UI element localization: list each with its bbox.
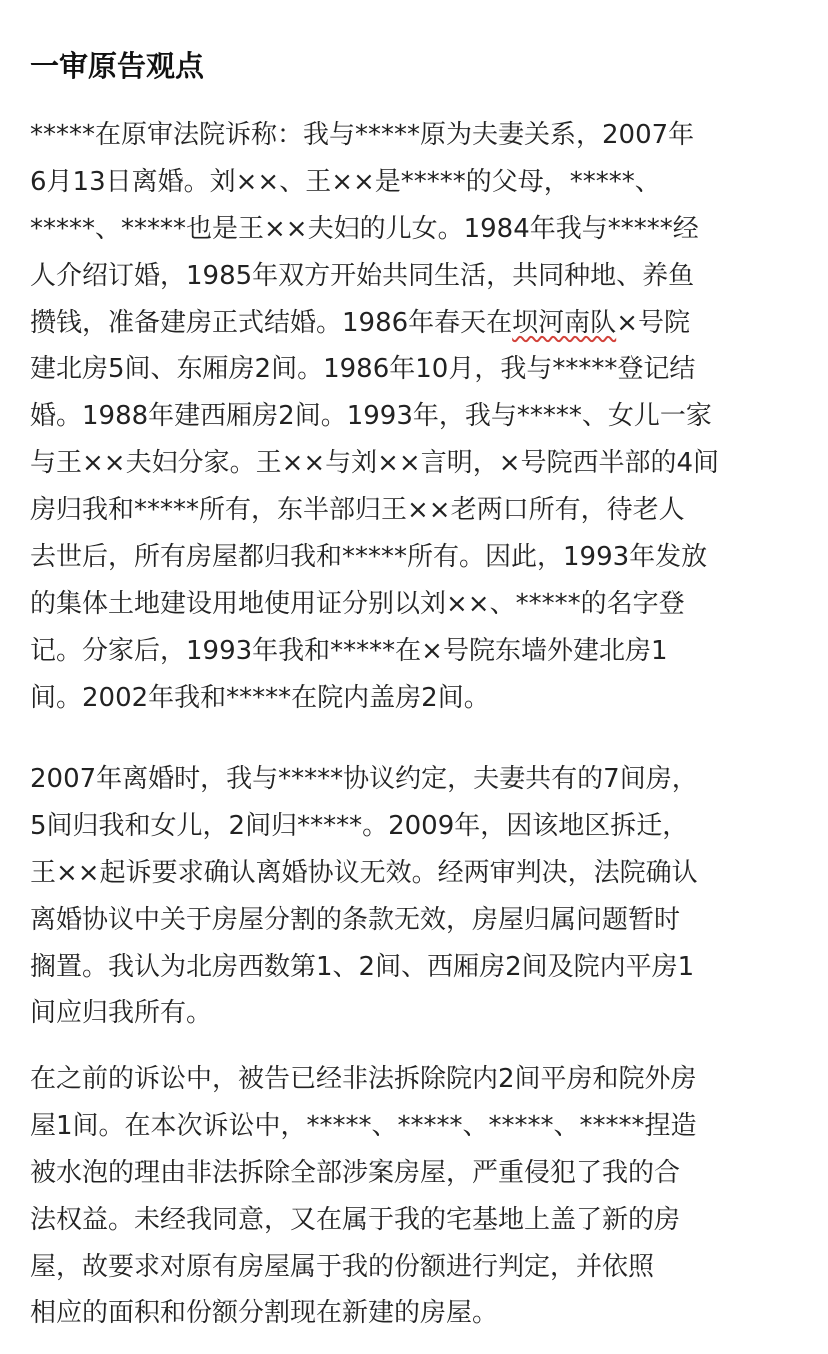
paragraph-line-with-underline [30,300,810,347]
line-text: ×号院 [616,307,690,338]
paragraph-line: 在之前的诉讼中，被告已经非法拆除院内2间平房和院外房 [30,1064,697,1094]
paragraph-line: 王××起诉要求确认离婚协议无效。经两审判决，法院确认 [30,857,698,888]
paragraph-line: 去世后，所有房屋都归我和*****所有。因此，1993年发放 [30,542,708,573]
paragraph-line: 的集体土地建设用地使用证分别以刘××、*****的名字登 [30,588,685,619]
section-heading: 一审原告观点 [30,49,205,83]
paragraph-line: 婚。1988年建西厢房2间。1993年，我与*****、女儿一家 [30,401,712,432]
paragraph-line: 离婚协议中关于房屋分割的条款无效，房屋归属问题暂时 [30,904,681,935]
paragraph-line: 5间归我和女儿，2间归*****。2009年，因该地区拆迁， [30,810,689,841]
paragraph-line: 房归我和*****所有，东半部归王××老两口所有，待老人 [30,495,685,526]
paragraph-line: 间。2002年我和*****在院内盖房2间。 [30,682,490,713]
underlined-place-name: 坝河南队 [512,307,617,338]
paragraph-line: 被水泡的理由非法拆除全部涉案房屋，严重侵犯了我的合 [30,1157,681,1188]
paragraph-line: 6月13日离婚。刘××、王××是*****的父母，*****、 [30,166,661,197]
paragraph-line: 2007年离婚时，我与*****协议约定，夫妻共有的7间房， [30,764,698,794]
paragraph-line: 间应归我所有。 [30,998,213,1029]
paragraph-line: 建北房5间、东厢房2间。1986年10月，我与*****登记结 [30,354,696,385]
paragraph-line: 搁置。我认为北房西数第1、2间、西厢房2间及院内平房1 [30,951,695,982]
paragraph-line: *****在原审法院诉称：我与*****原为夫妻关系，2007年 [30,120,695,150]
line-text: 攒钱，准备建房正式结婚。1986年春天在 [30,307,513,338]
paragraph-1 [30,112,810,722]
paragraph-line: *****、*****也是王××夫妇的儿女。1984年我与*****经 [30,213,699,244]
paragraph-line: 相应的面积和份额分割现在新建的房屋。 [30,1298,499,1329]
paragraph-line: 人介绍订婚，1985年双方开始共同生活，共同种地、养鱼 [30,260,695,291]
paragraph-line: 记。分家后，1993年我和*****在×号院东墙外建北房1 [30,635,668,666]
paragraph-line: 与王××夫妇分家。王××与刘××言明，×号院西半部的4间 [30,448,720,479]
paragraph-line: 屋，故要求对原有房屋属于我的份额进行判定，并依照 [30,1251,655,1282]
paragraph-2 [30,756,810,1037]
paragraph-line: 法权益。未经我同意，又在属于我的宅基地上盖了新的房 [30,1204,681,1235]
paragraph-line: 屋1间。在本次诉讼中，*****、*****、*****、*****捏造 [30,1110,697,1141]
paragraph-3 [30,1056,810,1337]
